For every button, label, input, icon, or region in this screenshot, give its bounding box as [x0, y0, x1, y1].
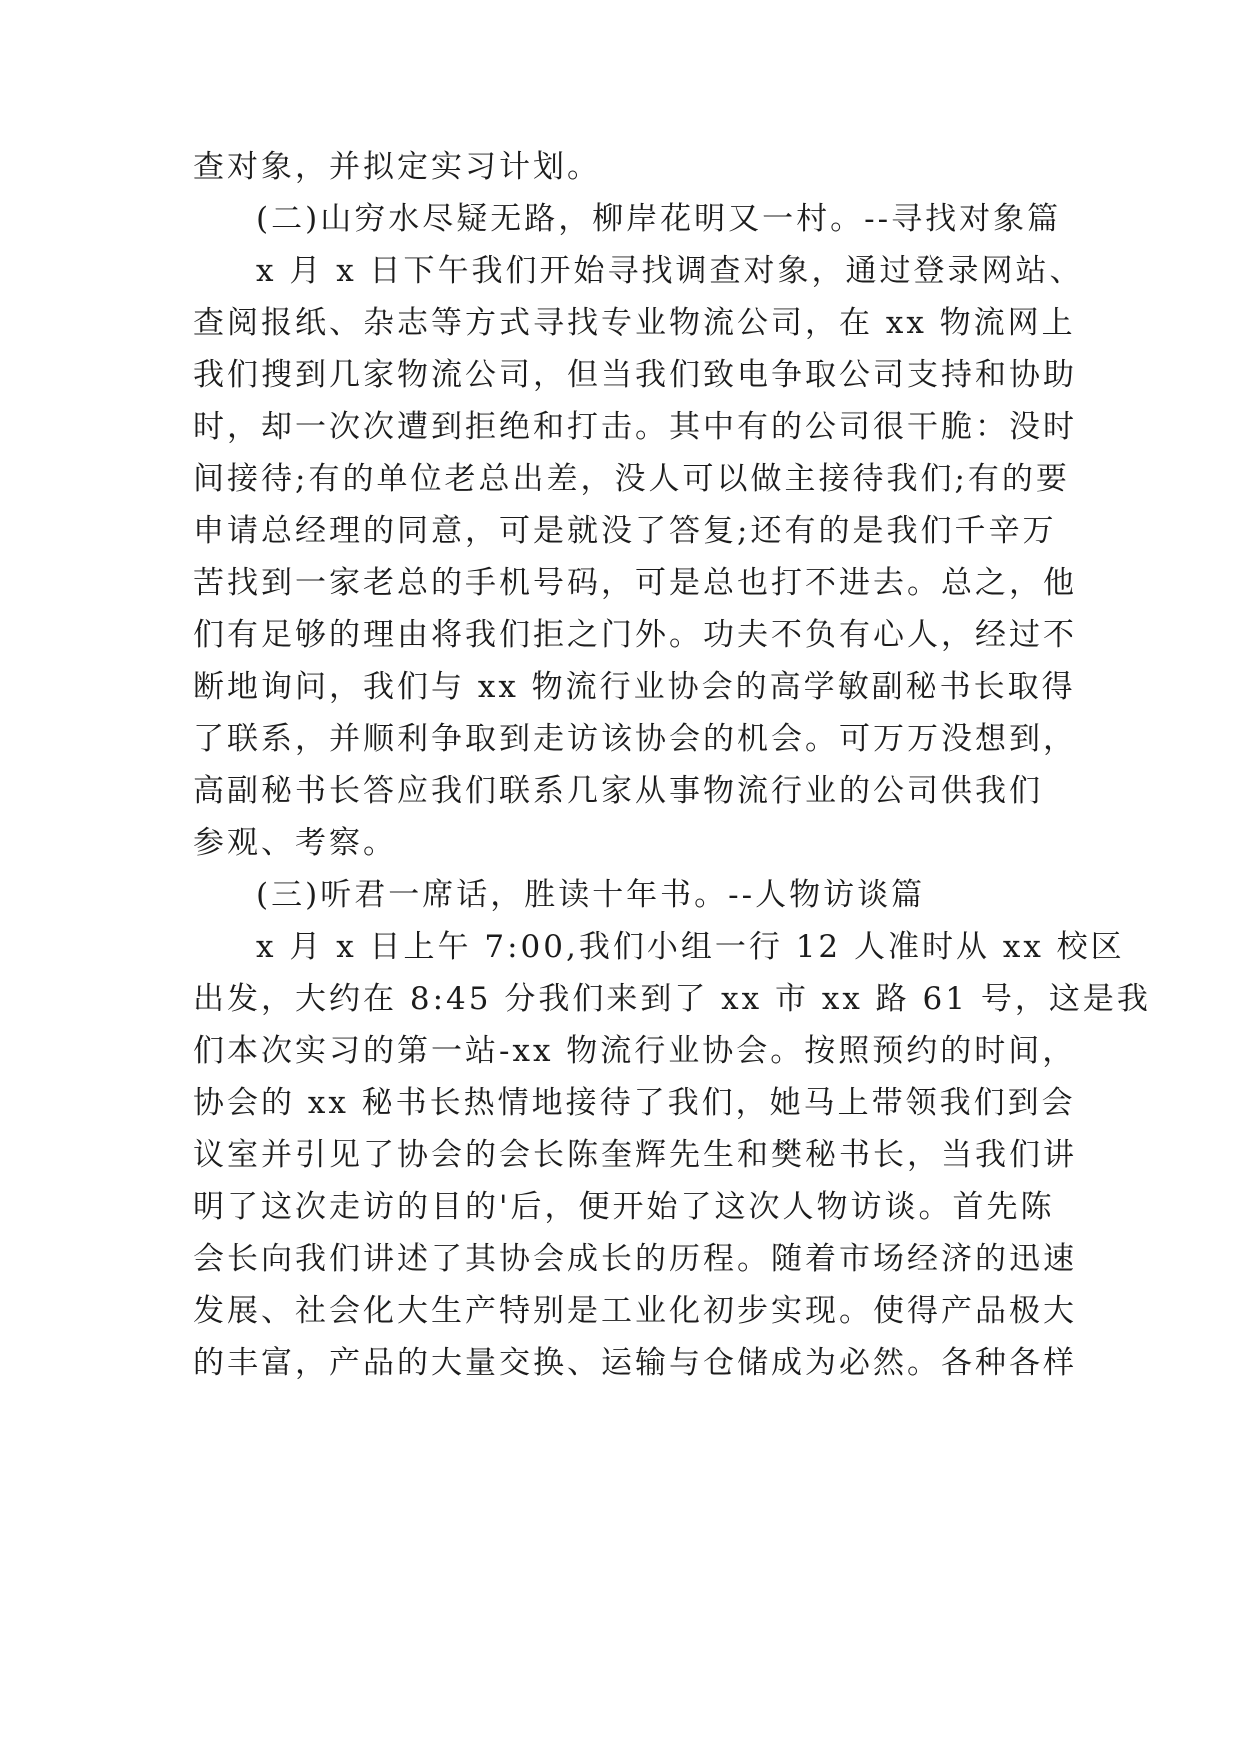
text-line: 明了这次走访的目的'后，便开始了这次人物访谈。首先陈	[193, 1189, 1055, 1225]
text-line: 间接待;有的单位老总出差，没人可以做主接待我们;有的要	[193, 461, 1070, 497]
text-line: 议室并引见了协会的会长陈奎辉先生和樊秘书长，当我们讲	[193, 1137, 1077, 1173]
text-line: x 月 x 日下午我们开始寻找调查对象，通过登录网站、	[256, 253, 1084, 289]
text-line: 苦找到一家老总的手机号码，可是总也打不进去。总之，他	[193, 565, 1077, 601]
text-line: 们本次实习的第一站-xx 物流行业协会。按照预约的时间，	[193, 1033, 1077, 1069]
text-line: 我们搜到几家物流公司，但当我们致电争取公司支持和协助	[193, 357, 1077, 393]
text-line: 了联系，并顺利争取到走访该协会的机会。可万万没想到，	[193, 721, 1077, 757]
text-line: 发展、社会化大生产特别是工业化初步实现。使得产品极大	[193, 1293, 1077, 1329]
text-line: 查对象，并拟定实习计划。	[193, 149, 601, 185]
text-line: 高副秘书长答应我们联系几家从事物流行业的公司供我们	[193, 773, 1043, 809]
section-heading: (二)山穷水尽疑无路，柳岸花明又一村。--寻找对象篇	[256, 201, 1062, 237]
text-line: x 月 x 日上午 7:00,我们小组一行 12 人准时从 xx 校区	[256, 929, 1125, 965]
text-line: 的丰富，产品的大量交换、运输与仓储成为必然。各种各样	[193, 1345, 1077, 1381]
text-line: 出发，大约在 8:45 分我们来到了 xx 市 xx 路 61 号，这是我	[193, 981, 1151, 1017]
text-line: 申请总经理的同意，可是就没了答复;还有的是我们千辛万	[193, 513, 1057, 549]
text-line: 参观、考察。	[193, 825, 397, 861]
text-line: 查阅报纸、杂志等方式寻找专业物流公司，在 xx 物流网上	[193, 305, 1076, 341]
text-line: 会长向我们讲述了其协会成长的历程。随着市场经济的迅速	[193, 1241, 1077, 1277]
text-line: 断地询问，我们与 xx 物流行业协会的高学敏副秘书长取得	[193, 669, 1076, 705]
text-line: 们有足够的理由将我们拒之门外。功夫不负有心人，经过不	[193, 617, 1077, 653]
text-line: 协会的 xx 秘书长热情地接待了我们，她马上带领我们到会	[193, 1085, 1076, 1121]
section-heading: (三)听君一席话，胜读十年书。--人物访谈篇	[256, 877, 926, 913]
text-line: 时，却一次次遭到拒绝和打击。其中有的公司很干脆：没时	[193, 409, 1077, 445]
